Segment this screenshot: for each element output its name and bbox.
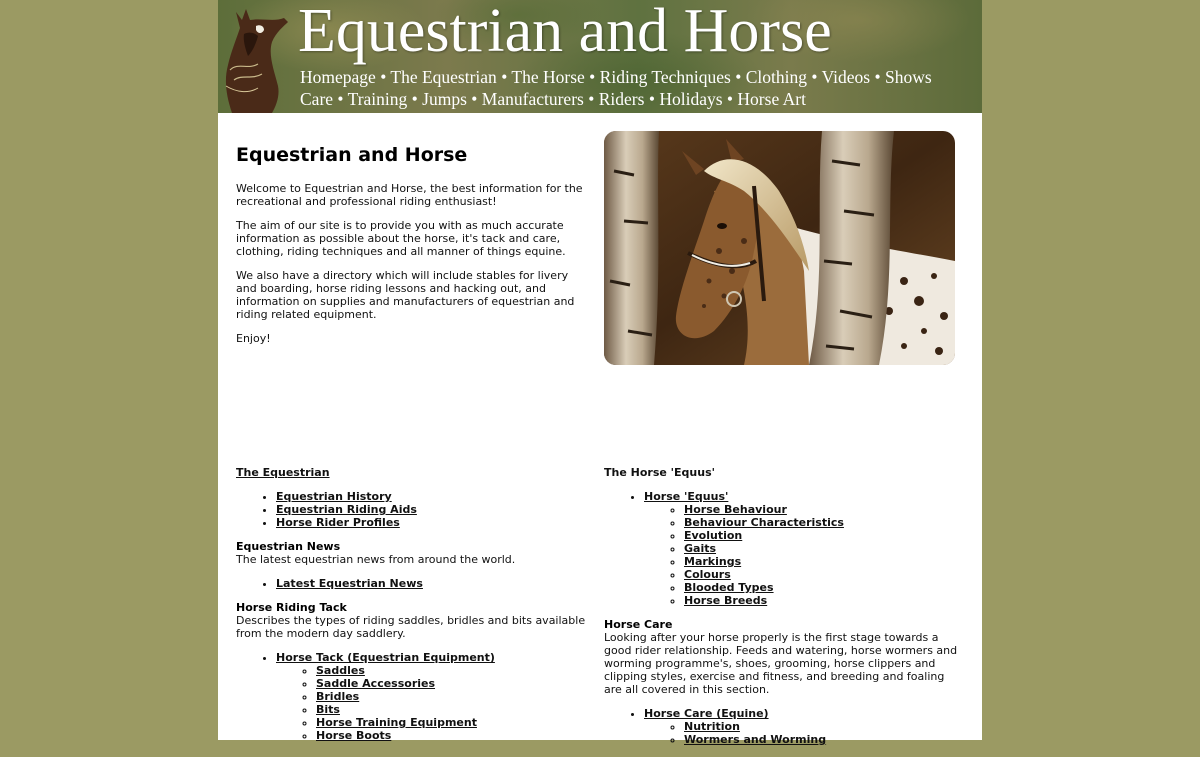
nav-separator-bullet: • bbox=[337, 89, 344, 109]
nutrition-link[interactable]: Nutrition bbox=[684, 720, 740, 733]
list-item bbox=[644, 490, 958, 607]
care-links-list bbox=[604, 707, 958, 746]
nav-link-riding-techniques[interactable]: Riding Techniques bbox=[599, 67, 731, 87]
nav-link-care[interactable]: Care bbox=[300, 89, 334, 109]
horse-sublinks-list bbox=[644, 503, 958, 607]
list-item bbox=[276, 503, 590, 516]
nav-separator-bullet: • bbox=[811, 67, 818, 87]
horse-head-image bbox=[218, 0, 298, 113]
horse-equus-link[interactable]: Horse 'Equus' bbox=[644, 490, 729, 503]
horse-rider-profiles-link[interactable]: Horse Rider Profiles bbox=[276, 516, 400, 529]
nav-separator-bullet: • bbox=[589, 67, 596, 87]
page-heading: Equestrian and Horse bbox=[236, 144, 468, 166]
list-item bbox=[684, 568, 958, 581]
nav-link-horse-art[interactable]: Horse Art bbox=[737, 89, 806, 109]
nav-separator-bullet: • bbox=[380, 67, 387, 87]
equestrian-riding-aids-link[interactable]: Equestrian Riding Aids bbox=[276, 503, 417, 516]
nav-separator-bullet: • bbox=[471, 89, 478, 109]
horse-behaviour-link[interactable]: Horse Behaviour bbox=[684, 503, 787, 516]
list-item bbox=[684, 555, 958, 568]
nav-link-riders[interactable]: Riders bbox=[598, 89, 645, 109]
saddles-link[interactable]: Saddles bbox=[316, 664, 365, 677]
evolution-link[interactable]: Evolution bbox=[684, 529, 743, 542]
list-item bbox=[316, 677, 590, 690]
nav-link-manufacturers[interactable]: Manufacturers bbox=[481, 89, 584, 109]
list-item bbox=[276, 577, 590, 590]
list-item bbox=[316, 716, 590, 729]
intro-section bbox=[236, 144, 588, 356]
blooded-types-link[interactable]: Blooded Types bbox=[684, 581, 774, 594]
latest-news-link[interactable]: Latest Equestrian News bbox=[276, 577, 423, 590]
news-links-list bbox=[236, 577, 590, 590]
horse-section-heading: The Horse 'Equus' bbox=[604, 466, 715, 479]
list-item bbox=[684, 516, 958, 529]
horse-care-link[interactable]: Horse Care (Equine) bbox=[644, 707, 769, 720]
left-column bbox=[236, 466, 590, 753]
saddle-accessories-link[interactable]: Saddle Accessories bbox=[316, 677, 436, 690]
right-column bbox=[604, 466, 958, 757]
list-item bbox=[684, 529, 958, 542]
tack-sublinks-list bbox=[276, 664, 590, 742]
nav-separator-bullet: • bbox=[735, 67, 742, 87]
nav-separator-bullet: • bbox=[726, 89, 734, 109]
markings-link[interactable]: Markings bbox=[684, 555, 742, 568]
list-item bbox=[316, 729, 590, 742]
nav-link-the-horse[interactable]: The Horse bbox=[511, 67, 585, 87]
nav-separator-bullet: • bbox=[501, 67, 508, 87]
tack-links-list bbox=[236, 651, 590, 742]
list-item bbox=[684, 720, 958, 733]
equestrian-links-list bbox=[236, 490, 590, 529]
nav-separator-bullet: • bbox=[648, 89, 655, 109]
news-section-title: Equestrian News bbox=[236, 540, 341, 553]
nav-separator-bullet: • bbox=[588, 89, 595, 109]
bridles-link[interactable]: Bridles bbox=[316, 690, 360, 703]
horse-boots-link[interactable]: Horse Boots bbox=[316, 729, 392, 742]
care-section-description: Looking after your horse properly is the first stage towards a good rider relationship. Feeds and watering, horse wormers and worming programme's, shoes, grooming, horse clippers and clipping styles, exercise and fitness, and breeding and foaling are all covered in this section. bbox=[604, 631, 958, 696]
gaits-link[interactable]: Gaits bbox=[684, 542, 717, 555]
list-item bbox=[644, 707, 958, 746]
list-item bbox=[684, 594, 958, 607]
horse-tack-link[interactable]: Horse Tack (Equestrian Equipment) bbox=[276, 651, 495, 664]
tack-section-description: Describes the types of riding saddles, bridles and bits available from the modern day saddlery. bbox=[236, 614, 586, 640]
wormers-link[interactable]: Wormers and Worming bbox=[684, 733, 827, 746]
list-item bbox=[684, 581, 958, 594]
equestrian-heading-link[interactable]: The Equestrian bbox=[236, 466, 330, 479]
intro-paragraph: The aim of our site is to provide you with as much accurate information as possible about the horse, it's tack and care, clothing, riding techniques and all manner of things equine. bbox=[236, 219, 566, 258]
behaviour-characteristics-link[interactable]: Behaviour Characteristics bbox=[684, 516, 844, 529]
list-item bbox=[276, 516, 590, 529]
bits-link[interactable]: Bits bbox=[316, 703, 340, 716]
intro-paragraph: We also have a directory which will include stables for livery and boarding, horse riding lessons and hacking out, and information on supplies and manufacturers of equestrian and riding related equipment. bbox=[236, 269, 575, 321]
nav-link-homepage[interactable]: Homepage bbox=[300, 67, 376, 87]
nav-separator-bullet: • bbox=[874, 67, 881, 87]
horse-training-equipment-link[interactable]: Horse Training Equipment bbox=[316, 716, 477, 729]
main-nav-row-2 bbox=[300, 89, 806, 109]
list-item bbox=[276, 490, 590, 503]
page-container bbox=[218, 0, 982, 746]
nav-link-training[interactable]: Training bbox=[347, 89, 408, 109]
nav-link-videos[interactable]: Videos bbox=[821, 67, 871, 87]
equestrian-history-link[interactable]: Equestrian History bbox=[276, 490, 392, 503]
colours-link[interactable]: Colours bbox=[684, 568, 731, 581]
care-sublinks-list bbox=[644, 720, 958, 746]
list-item bbox=[316, 703, 590, 716]
intro-paragraph: Welcome to Equestrian and Horse, the best information for the recreational and professional riding enthusiast! bbox=[236, 182, 583, 208]
equestrian-section-heading bbox=[236, 466, 590, 479]
list-item bbox=[316, 664, 590, 677]
main-nav-row-1 bbox=[300, 67, 932, 87]
news-section-description: The latest equestrian news from around the world. bbox=[236, 553, 516, 566]
nav-link-holidays[interactable]: Holidays bbox=[659, 89, 723, 109]
list-item bbox=[684, 503, 958, 516]
nav-link-shows[interactable]: Shows bbox=[884, 67, 932, 87]
horse-breeds-link[interactable]: Horse Breeds bbox=[684, 594, 768, 607]
nav-link-jumps[interactable]: Jumps bbox=[422, 89, 467, 109]
list-item bbox=[316, 690, 590, 703]
tack-section-title: Horse Riding Tack bbox=[236, 601, 347, 614]
list-item bbox=[684, 542, 958, 555]
nav-link-the-equestrian[interactable]: The Equestrian bbox=[390, 67, 497, 87]
horse-links-list bbox=[604, 490, 958, 607]
intro-paragraph: Enjoy! bbox=[236, 332, 271, 345]
site-title: Equestrian and Horse bbox=[298, 0, 832, 65]
list-item bbox=[276, 651, 590, 742]
nav-separator-bullet: • bbox=[411, 89, 418, 109]
nav-link-clothing[interactable]: Clothing bbox=[745, 67, 807, 87]
hero-horse-photo bbox=[604, 131, 955, 365]
care-section-title: Horse Care bbox=[604, 618, 673, 631]
site-header bbox=[218, 0, 982, 113]
